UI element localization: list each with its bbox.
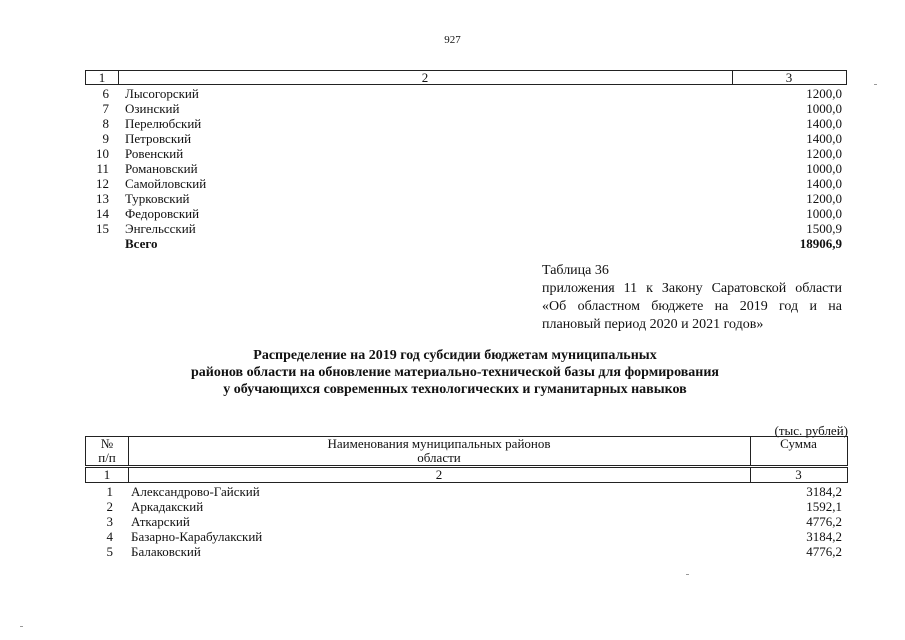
row-number: 15 <box>96 221 109 236</box>
row-district: Озинский <box>125 101 180 116</box>
row-number: 10 <box>96 146 109 161</box>
table-total-row <box>85 236 842 251</box>
row-district: Ровенский <box>125 146 184 161</box>
row-amount: 1500,9 <box>806 221 842 236</box>
total-label: Всего <box>125 236 158 251</box>
row-amount: 1000,0 <box>806 161 842 176</box>
table-row <box>85 544 842 559</box>
row-district: Александрово-Гайский <box>131 484 260 499</box>
section-heading <box>150 347 760 398</box>
row-district: Петровский <box>125 131 192 146</box>
row-amount: 3184,2 <box>806 529 842 544</box>
row-amount: 1592,1 <box>806 499 842 514</box>
row-number: 9 <box>102 131 109 146</box>
table-row <box>85 146 842 161</box>
table-row <box>85 529 842 544</box>
row-number: 13 <box>96 191 109 206</box>
row-district: Федоровский <box>125 206 200 221</box>
unit-label: (тыс. рублей) <box>774 423 848 438</box>
scan-speck <box>686 574 689 575</box>
row-amount: 1400,0 <box>806 131 842 146</box>
header-name-line1: Наименования муниципальных районов <box>327 436 551 451</box>
row-amount: 1400,0 <box>806 176 842 191</box>
header-sum-column: Сумма <box>780 436 817 451</box>
row-amount: 1200,0 <box>806 86 842 101</box>
header-number-column <box>86 437 129 465</box>
row-amount: 1000,0 <box>806 101 842 116</box>
header-number-line2: п/п <box>98 450 116 465</box>
row-number: 14 <box>96 206 109 221</box>
header-number-line1: № <box>100 436 114 451</box>
row-amount: 4776,2 <box>806 514 842 529</box>
annex-reference: приложения 11 к Закону Саратовской области «Об областном бюджете на 2019 год и на плановый период 2020 и 2021 годов» <box>542 281 842 332</box>
row-amount: 1400,0 <box>806 116 842 131</box>
row-amount: 3184,2 <box>806 484 842 499</box>
row-number: 8 <box>102 116 109 131</box>
table-row <box>85 484 842 499</box>
heading-line: у обучающихся современных технологических и гуманитарных навыков <box>223 382 687 397</box>
table1-header-col3: 3 <box>785 70 793 85</box>
row-number: 1 <box>106 484 113 499</box>
header-name-column <box>128 437 751 465</box>
table1-header-col1: 1 <box>86 71 119 84</box>
table-row <box>85 191 842 206</box>
row-number: 2 <box>106 499 113 514</box>
row-district: Турковский <box>125 191 190 206</box>
table2-header <box>85 436 848 466</box>
row-district: Балаковский <box>131 544 201 559</box>
row-district: Романовский <box>125 161 198 176</box>
numbering-col3: 3 <box>795 467 802 482</box>
total-amount: 18906,9 <box>799 236 842 251</box>
table-row <box>85 86 842 101</box>
scan-speck <box>874 84 877 85</box>
table-row <box>85 131 842 146</box>
numbering-col1: 1 <box>86 468 129 482</box>
table-row <box>85 499 842 514</box>
table-reference: Таблица 36 <box>542 263 609 278</box>
row-amount: 1000,0 <box>806 206 842 221</box>
row-district: Энгельсский <box>125 221 196 236</box>
table-row <box>85 206 842 221</box>
row-district: Аркадакский <box>131 499 204 514</box>
row-number: 5 <box>106 544 113 559</box>
row-number: 4 <box>106 529 113 544</box>
row-amount: 1200,0 <box>806 191 842 206</box>
numbering-col2: 2 <box>128 468 751 482</box>
table-row <box>85 176 842 191</box>
row-district: Базарно-Карабулакский <box>131 529 263 544</box>
row-amount: 4776,2 <box>806 544 842 559</box>
row-amount: 1200,0 <box>806 146 842 161</box>
row-district: Перелюбский <box>125 116 202 131</box>
row-district: Лысогорский <box>125 86 199 101</box>
row-district: Аткарский <box>131 514 190 529</box>
table-row <box>85 221 842 236</box>
table1-header <box>85 70 847 85</box>
heading-line: Распределение на 2019 год субсидии бюджетам муниципальных <box>253 348 657 363</box>
row-number: 3 <box>106 514 113 529</box>
row-number: 12 <box>96 176 109 191</box>
header-name-line2: области <box>417 450 461 465</box>
table-row <box>85 101 842 116</box>
table-row <box>85 514 842 529</box>
table-row <box>85 161 842 176</box>
row-number: 7 <box>102 101 109 116</box>
heading-line: районов области на обновление материально-технической базы для формирования <box>190 365 720 380</box>
table-row <box>85 116 842 131</box>
page-number: 927 <box>444 34 461 46</box>
scan-speck <box>20 626 23 627</box>
table1-header-col2: 2 <box>118 71 733 84</box>
row-district: Самойловский <box>125 176 207 191</box>
row-number: 6 <box>102 86 109 101</box>
table2-numbering-row <box>85 467 848 483</box>
row-number: 11 <box>96 161 109 176</box>
